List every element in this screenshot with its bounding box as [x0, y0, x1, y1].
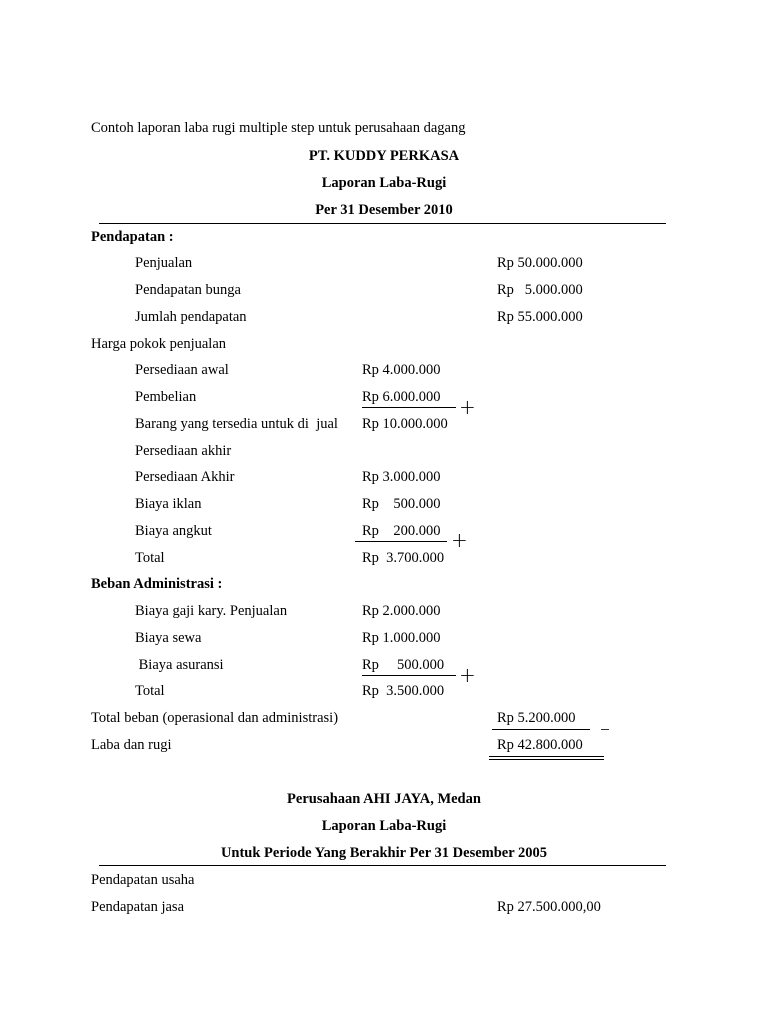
report2-header-rule — [99, 865, 666, 866]
laba-double-rule — [489, 756, 604, 760]
jumlah-value: Rp 55.000.000 — [497, 309, 583, 325]
persediaan-akhir2-label: Persediaan Akhir — [135, 469, 235, 485]
gaji-value: Rp 2.000.000 — [362, 603, 441, 619]
penjualan-label: Penjualan — [135, 255, 193, 271]
jasa-label: Pendapatan jasa — [91, 899, 185, 915]
beban-heading: Beban Administrasi : — [91, 576, 223, 592]
gaji-label: Biaya gaji kary. Penjualan — [135, 603, 288, 619]
report1-header-rule — [99, 223, 666, 224]
laba-value: Rp 42.800.000 — [497, 737, 583, 753]
intro-text: Contoh laporan laba rugi multiple step untuk perusahaan dagang — [91, 120, 466, 136]
hpp-heading: Harga pokok penjualan — [91, 336, 227, 352]
report1-period: Per 31 Desember 2010 — [315, 202, 453, 218]
asuransi-value: Rp 500.000 — [362, 657, 445, 673]
report2-period: Untuk Periode Yang Berakhir Per 31 Desember 2005 — [220, 845, 548, 861]
plus-sign: + — [459, 395, 476, 419]
report1-company: PT. KUDDY PERKASA — [308, 148, 460, 164]
sewa-value: Rp 1.000.000 — [362, 630, 441, 646]
bunga-label: Pendapatan bunga — [135, 282, 241, 298]
total2-value: Rp 3.500.000 — [362, 683, 445, 699]
angkut-label: Biaya angkut — [135, 523, 212, 539]
bunga-value: Rp 5.000.000 — [497, 282, 583, 298]
laba-label: Laba dan rugi — [91, 737, 172, 753]
minus-sign: – — [600, 716, 610, 740]
total-beban-value: Rp 5.200.000 — [497, 710, 576, 726]
total2-label: Total — [135, 683, 165, 699]
jasa-value: Rp 27.500.000,00 — [497, 899, 601, 915]
persediaan-akhir2-value: Rp 3.000.000 — [362, 469, 441, 485]
pembelian-value: Rp 6.000.000 — [362, 389, 441, 405]
angkut-sum-rule — [355, 541, 447, 542]
penjualan-value: Rp 50.000.000 — [497, 255, 583, 271]
angkut-value: Rp 200.000 — [362, 523, 441, 539]
usaha-label: Pendapatan usaha — [91, 872, 195, 888]
total1-value: Rp 3.700.000 — [362, 550, 445, 566]
tersedia-label: Barang yang tersedia untuk di jual — [135, 416, 338, 432]
persediaan-awal-label: Persediaan awal — [135, 362, 229, 378]
plus-sign: + — [451, 528, 468, 552]
total-beban-label: Total beban (operasional dan administrasi) — [91, 710, 339, 726]
pembelian-label: Pembelian — [135, 389, 197, 405]
report2-company: Perusahaan AHI JAYA, Medan — [287, 791, 481, 807]
report2-title: Laporan Laba-Rugi — [321, 818, 447, 834]
total-beban-rule — [492, 729, 590, 730]
asuransi-label: Biaya asuransi — [135, 657, 224, 673]
plus-sign: + — [459, 663, 476, 687]
pembelian-sum-rule — [362, 407, 456, 408]
jumlah-label: Jumlah pendapatan — [135, 309, 247, 325]
iklan-value: Rp 500.000 — [362, 496, 441, 512]
tersedia-value: Rp 10.000.000 — [362, 416, 448, 432]
asuransi-sum-rule — [362, 675, 456, 676]
persediaan-awal-value: Rp 4.000.000 — [362, 362, 441, 378]
iklan-label: Biaya iklan — [135, 496, 202, 512]
report1-title: Laporan Laba-Rugi — [321, 175, 447, 191]
total1-label: Total — [135, 550, 165, 566]
pendapatan-heading: Pendapatan : — [91, 229, 174, 245]
persediaan-akhir-heading: Persediaan akhir — [135, 443, 232, 459]
sewa-label: Biaya sewa — [135, 630, 202, 646]
